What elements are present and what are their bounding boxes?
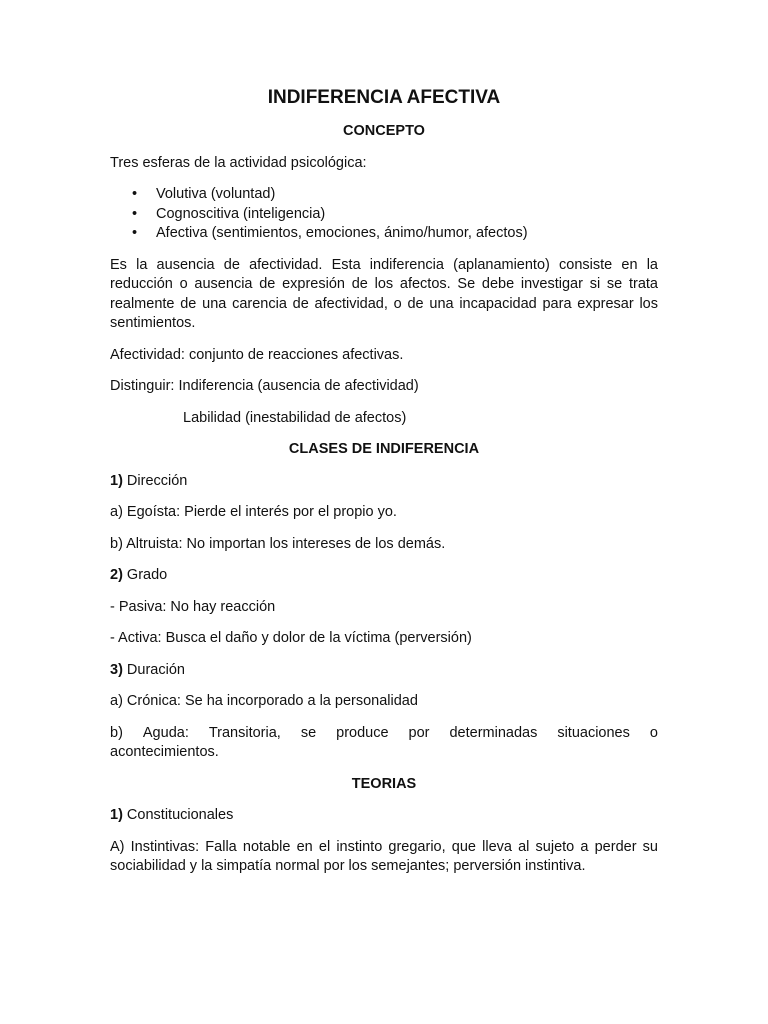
- word: Transitoria,: [208, 724, 281, 741]
- item-number: 2): [110, 567, 123, 583]
- instintivas-paragraph: A) Instintivas: Falla notable en el instinto gregario, que lleva al sujeto a perder su sociabilidad y la simpatía normal por los semejantes; perversión instintiva.: [110, 838, 658, 874]
- duracion-aguda: [110, 724, 658, 763]
- bullet-icon: •: [132, 225, 138, 241]
- word: determinadas: [449, 724, 538, 741]
- labilidad-paragraph: Labilidad (inestabilidad de afectos): [183, 409, 407, 426]
- section-heading-teorias: TEORIAS: [351, 775, 417, 792]
- grado-pasiva: - Pasiva: No hay reacción: [110, 598, 276, 615]
- grado-activa: - Activa: Busca el daño y dolor de la víctima (perversión): [110, 630, 472, 646]
- subheading-label: Duración: [122, 661, 185, 678]
- word: Aguda:: [142, 724, 189, 741]
- word: o: [649, 724, 658, 741]
- concepto-intro: Tres esferas de la actividad psicológica:: [110, 154, 367, 171]
- list-item-text: Cognoscitiva (inteligencia): [156, 205, 326, 222]
- bullet-icon: •: [132, 186, 138, 202]
- list-item: [110, 205, 658, 225]
- word: b): [110, 724, 123, 741]
- word: situaciones: [557, 724, 630, 741]
- document-body: [110, 86, 658, 889]
- duracion-cronica: a) Crónica: Se ha incorporado a la personalidad: [110, 693, 418, 709]
- definition-paragraph: Es la ausencia de afectividad. Esta indiferencia (aplanamiento) consiste en la reducción o ausencia de expresión de los afectos. Se debe investigar si se trata realmente de una carencia de afectividad, o de una incapacidad para expresar los sentimientos.: [110, 256, 658, 331]
- word: produce: [336, 724, 389, 741]
- distinguir-paragraph: Distinguir: Indiferencia (ausencia de afectividad): [110, 378, 419, 394]
- list-item-text: Volutiva (voluntad): [156, 186, 276, 202]
- subheading-constitucionales: [110, 806, 658, 826]
- section-heading-concepto: CONCEPTO: [343, 123, 425, 139]
- duracion-aguda-line-2: acontecimientos.: [110, 744, 219, 760]
- subheading-direccion: [110, 472, 658, 492]
- bullet-icon: •: [132, 205, 138, 222]
- subheading-label: Grado: [122, 567, 168, 583]
- section-heading-clases: CLASES DE INDIFERENCIA: [288, 441, 480, 457]
- document-title: INDIFERENCIA AFECTIVA: [267, 87, 501, 108]
- list-item: [110, 224, 658, 244]
- subheading-label: Dirección: [122, 472, 188, 489]
- subheading-grado: [110, 566, 658, 586]
- list-item-text: Afectiva (sentimientos, emociones, ánimo/humor, afectos): [156, 225, 528, 241]
- item-number: 1): [110, 807, 123, 823]
- afectividad-paragraph: Afectividad: conjunto de reacciones afectivas.: [110, 346, 404, 363]
- esferas-list: [110, 185, 658, 244]
- direccion-altruista: b) Altruista: No importan los intereses de los demás.: [110, 535, 446, 552]
- word: se: [300, 724, 317, 741]
- word: por: [408, 724, 430, 741]
- item-number: 1): [110, 472, 123, 489]
- subheading-duracion: [110, 661, 658, 681]
- list-item: [110, 185, 658, 205]
- subheading-label: Constitucionales: [122, 807, 234, 823]
- direccion-egoista: a) Egoísta: Pierde el interés por el propio yo.: [110, 504, 397, 520]
- duracion-aguda-line-1: [110, 724, 658, 744]
- item-number: 3): [110, 661, 123, 678]
